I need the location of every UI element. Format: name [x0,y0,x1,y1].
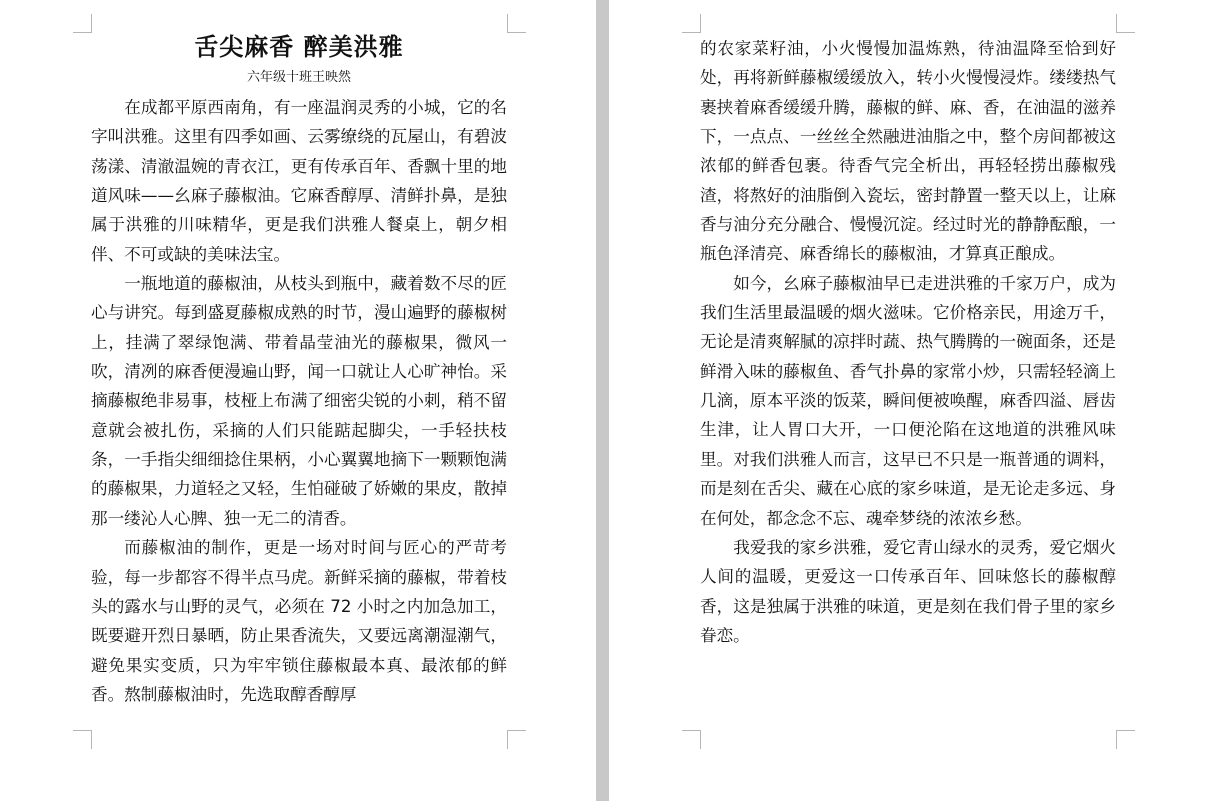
page-gutter [596,0,609,801]
margin-corner-mark [507,730,526,749]
margin-corner-mark [507,14,526,33]
margin-corner-mark [73,730,92,749]
margin-corner-mark [1116,730,1135,749]
paragraph: 我爱我的家乡洪雅，爱它青山绿水的灵秀，爱它烟火人间的温暖，更爱这一口传承百年、回味悠长的藤椒醇香，这是独属于洪雅的味道，更是刻在我们骨子里的家乡眷恋。 [700,537,1116,645]
body-text [700,34,1116,650]
paragraph: 在成都平原西南角，有一座温润灵秀的小城，它的名字叫洪雅。这里有四季如画、云雾缭绕的瓦屋山，有碧波荡漾、清澈温婉的青衣江，更有传承百年、香飘十里的地道风味——幺麻子藤椒油。它麻香醇厚、清鲜扑鼻，是独属于洪雅的川味精华，更是我们洪雅人餐桌上，朝夕相伴、不可或缺的美味法宝。 [91,98,507,264]
margin-corner-mark [73,14,92,33]
document-page-right [609,0,1205,801]
body-text [91,93,507,709]
document-title: 舌尖麻香 醉美洪雅 [194,32,404,61]
paragraph-continued: 的农家菜籽油，小火慢慢加温炼熟，待油温降至恰到好处，再将新鲜藤椒缓缓放入，转小火慢慢浸炸。缕缕热气裹挟着麻香缓缓升腾，藤椒的鲜、麻、香，在油温的滋养下，一点点、一丝丝全然融进油脂之中，整个房间都被这浓郁的鲜香包裹。待香气完全析出，再轻轻捞出藤椒残渣，将熬好的油脂倒入瓷坛，密封静置一整天以上，让麻香与油分充分融合、慢慢沉淀。经过时光的静静酝酿，一瓶色泽清亮、麻香绵长的藤椒油，才算真正酿成。 [700,39,1116,264]
document-page-left [0,0,596,801]
document-author: 六年级十班王映然 [246,70,351,85]
paragraph: 一瓶地道的藤椒油，从枝头到瓶中，藏着数不尽的匠心与讲究。每到盛夏藤椒成熟的时节，漫山遍野的藤椒树上，挂满了翠绿饱满、带着晶莹油光的藤椒果，微风一吹，清冽的麻香便漫遍山野，闻一口就让人心旷神怡。采摘藤椒绝非易事，枝桠上布满了细密尖锐的小刺，稍不留意就会被扎伤，采摘的人们只能踮起脚尖，一手轻扶枝条，一手指尖细细捻住果柄，小心翼翼地摘下一颗颗饱满的藤椒果，力道轻之又轻，生怕碰破了娇嫩的果皮，散掉那一缕沁人心脾、独一无二的清香。 [91,274,507,528]
margin-corner-mark [1116,14,1135,33]
margin-corner-mark [682,730,701,749]
paragraph: 而藤椒油的制作，更是一场对时间与匠心的严苛考验，每一步都容不得半点马虎。新鲜采摘的藤椒，带着枝头的露水与山野的灵气，必须在 72 小时之内加急加工，既要避开烈日暴晒，防止果香流失，又要远离潮湿潮气，避免果实变质，只为牢牢锁住藤椒最本真、最浓郁的鲜香。熬制藤椒油时，先选取醇香醇厚 [91,538,507,704]
paragraph: 如今，幺麻子藤椒油早已走进洪雅的千家万户，成为我们生活里最温暖的烟火滋味。它价格亲民，用途万千，无论是清爽解腻的凉拌时蔬、热气腾腾的一碗面条，还是鲜滑入味的藤椒鱼、香气扑鼻的家常小炒，只需轻轻滴上几滴，原本平淡的饭菜，瞬间便被唤醒，麻香四溢、唇齿生津，让人胃口大开，一口便沦陷在这地道的洪雅风味里。对我们洪雅人而言，这早已不只是一瓶普通的调料，而是刻在舌尖、藏在心底的家乡味道，是无论走多远、身在何处，都念念不忘、魂牵梦绕的浓浓乡愁。 [700,273,1116,528]
margin-corner-mark [682,14,701,33]
